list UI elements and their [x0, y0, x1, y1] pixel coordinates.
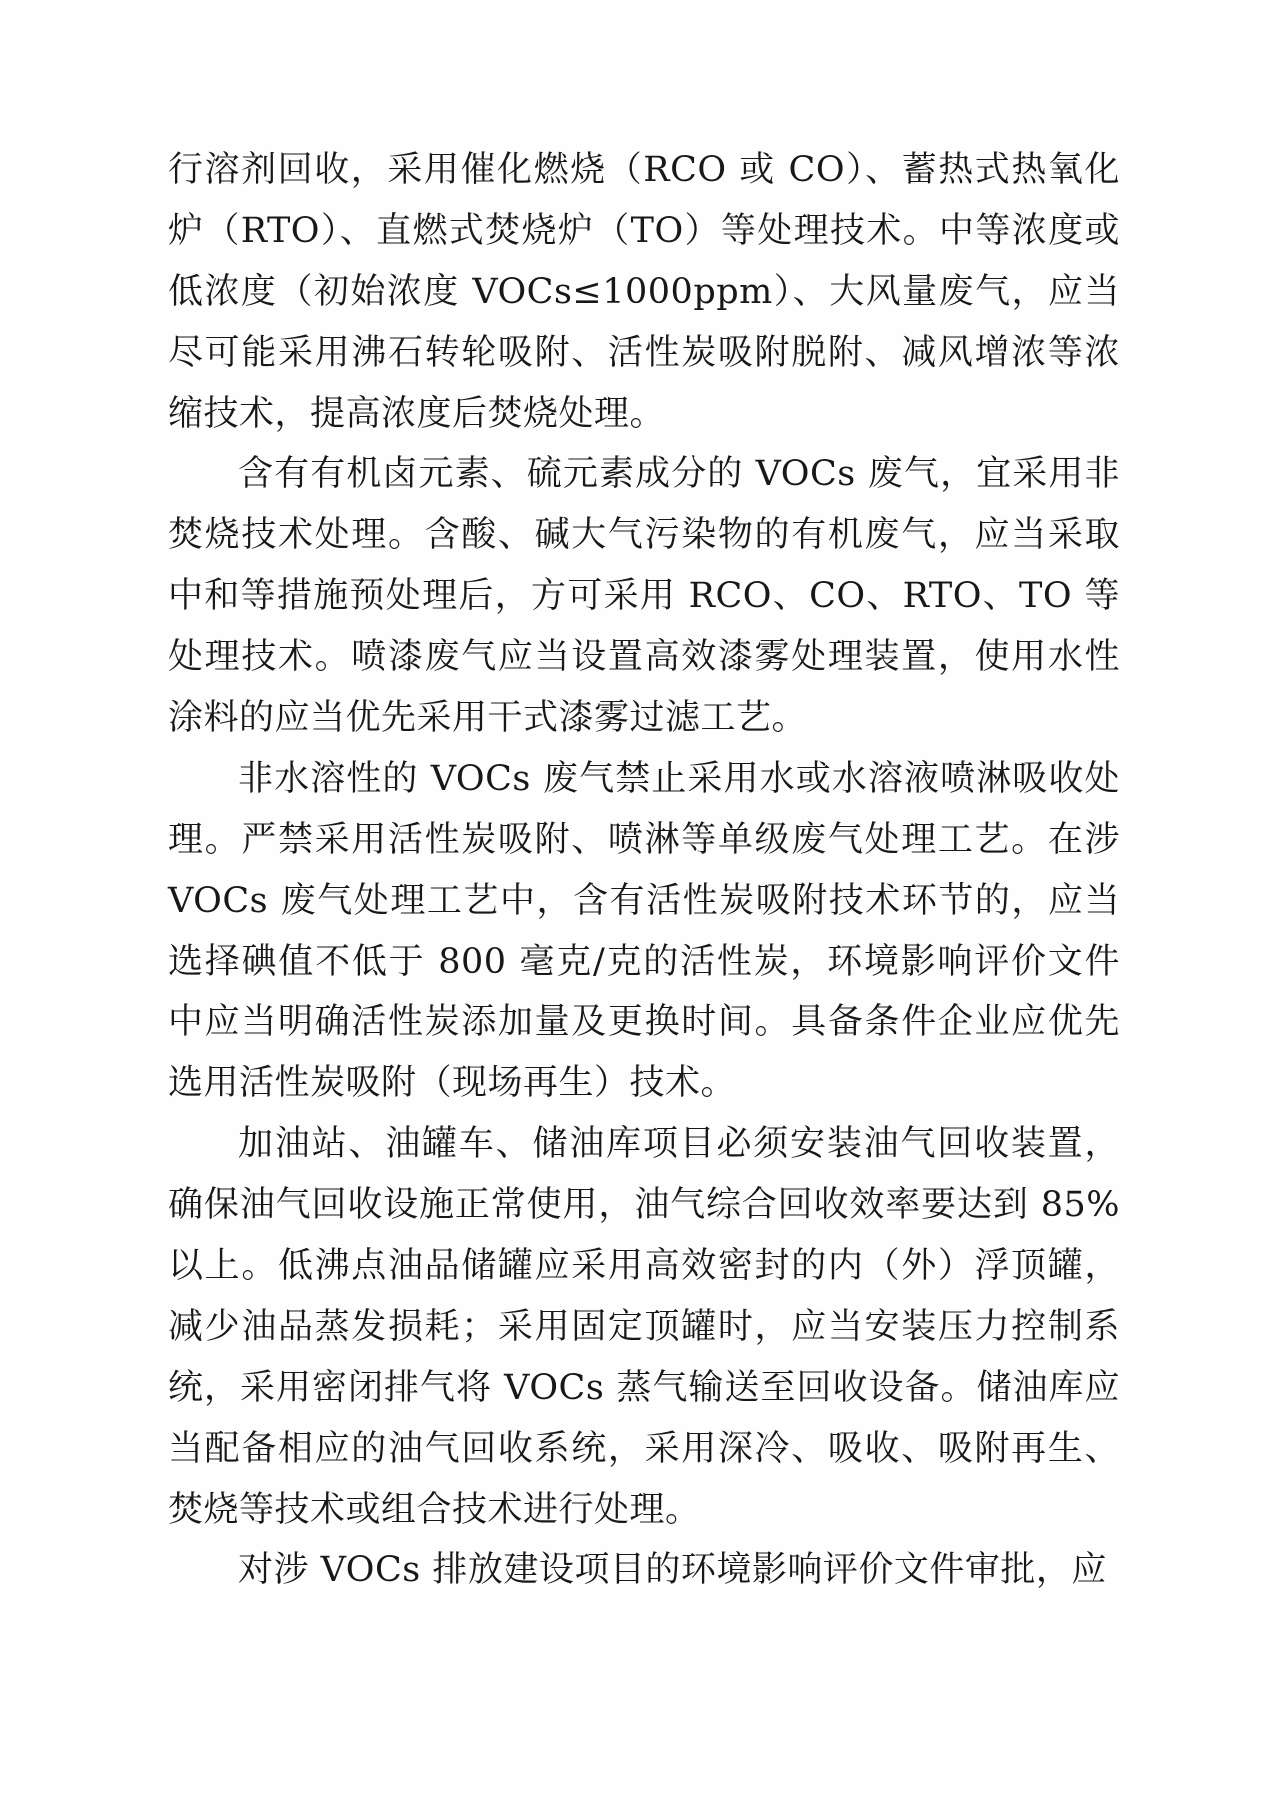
paragraph-2: 含有有机卤元素、硫元素成分的 VOCs 废气，宜采用非焚烧技术处理。含酸、碱大气污染物的有机废气，应当采取中和等措施预处理后，方可采用 RCO、CO、RTO、TO 等处理技术。喷漆废气应当设置高效漆雾处理装置，使用水性涂料的应当优先采用干式漆雾过滤工艺。 — [168, 454, 1120, 739]
document-text-body — [168, 140, 1120, 1601]
paragraph-5: 对涉 VOCs 排放建设项目的环境影响评价文件审批，应 — [238, 1550, 1107, 1591]
paragraph-1: 行溶剂回收，采用催化燃烧（RCO 或 CO）、蓄热式热氧化炉（RTO）、直燃式焚烧炉（TO）等处理技术。中等浓度或低浓度（初始浓度 VOCs≤1000ppm）、大风量废气，应当尽可能采用沸石转轮吸附、活性炭吸附脱附、减风增浓等浓缩技术，提高浓度后焚烧处理。 — [168, 150, 1120, 434]
paragraph-4: 加油站、油罐车、储油库项目必须安装油气回收装置，确保油气回收设施正常使用，油气综合回收效率要达到 85%以上。低沸点油品储罐应采用高效密封的内（外）浮顶罐，减少油品蒸发损耗；采用固定顶罐时，应当安装压力控制系统，采用密闭排气将 VOCs 蒸气输送至回收设备。储油库应当配备相应的油气回收系统，采用深冷、吸收、吸附再生、焚烧等技术或组合技术进行处理。 — [168, 1124, 1120, 1530]
paragraph-3: 非水溶性的 VOCs 废气禁止采用水或水溶液喷淋吸收处理。严禁采用活性炭吸附、喷淋等单级废气处理工艺。在涉 VOCs 废气处理工艺中，含有活性炭吸附技术环节的，应当选择碘值不低于 800 毫克/克的活性炭，环境影响评价文件中应当明确活性炭添加量及更换时间。具备条件企业应优先选用活性炭吸附（现场再生）技术。 — [168, 758, 1120, 1104]
